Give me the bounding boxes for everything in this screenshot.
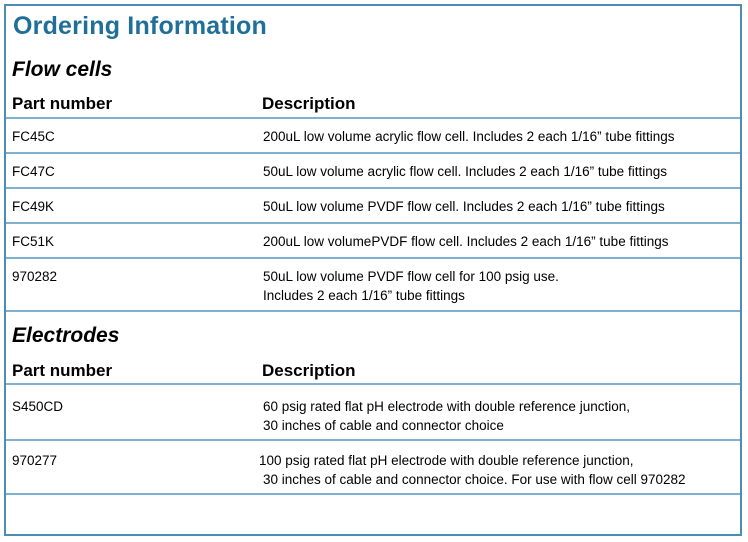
row-divider [6, 439, 740, 441]
col-header-part-number: Part number [12, 361, 113, 380]
description-line: 60 psig rated flat pH electrode with double reference junction, [263, 399, 630, 414]
part-number: S450CD [12, 399, 64, 414]
description-line: 200uL low volumePVDF flow cell. Includes 2 each 1/16” tube fittings [263, 234, 669, 249]
part-number: FC45C [12, 129, 55, 144]
description-line: 50uL low volume PVDF flow cell for 100 psig use. [263, 269, 559, 284]
description-line: 50uL low volume PVDF flow cell. Includes 2 each 1/16” tube fittings [263, 199, 665, 214]
part-number: FC51K [12, 234, 55, 249]
description-line: 100 psig rated flat pH electrode with double reference junction, [259, 453, 634, 468]
description-line: 50uL low volume acrylic flow cell. Includes 2 each 1/16” tube fittings [263, 164, 667, 179]
col-header-description: Description [262, 94, 356, 113]
part-number: FC47C [12, 164, 55, 179]
part-number: 970282 [12, 269, 58, 284]
row-divider [6, 493, 740, 495]
row-divider [6, 257, 740, 259]
col-header-description: Description [262, 361, 356, 380]
description-line: 30 inches of cable and connector choice. For use with flow cell 970282 [263, 472, 686, 487]
part-number: FC49K [12, 199, 55, 214]
description-line: Includes 2 each 1/16” tube fittings [263, 288, 465, 303]
row-divider [6, 222, 740, 224]
ordering-info-panel [4, 4, 742, 536]
col-header-part-number: Part number [12, 94, 113, 113]
section-heading-flow-cells: Flow cells [12, 58, 113, 81]
page-title: Ordering Information [13, 12, 267, 40]
header-divider [6, 117, 740, 119]
row-divider [6, 152, 740, 154]
description-line: 200uL low volume acrylic flow cell. Includes 2 each 1/16” tube fittings [263, 129, 675, 144]
row-divider [6, 187, 740, 189]
section-heading-electrodes: Electrodes [12, 324, 120, 347]
section-divider [6, 310, 740, 312]
description-line: 30 inches of cable and connector choice [263, 418, 504, 433]
header-divider [6, 383, 740, 385]
part-number: 970277 [12, 453, 58, 468]
